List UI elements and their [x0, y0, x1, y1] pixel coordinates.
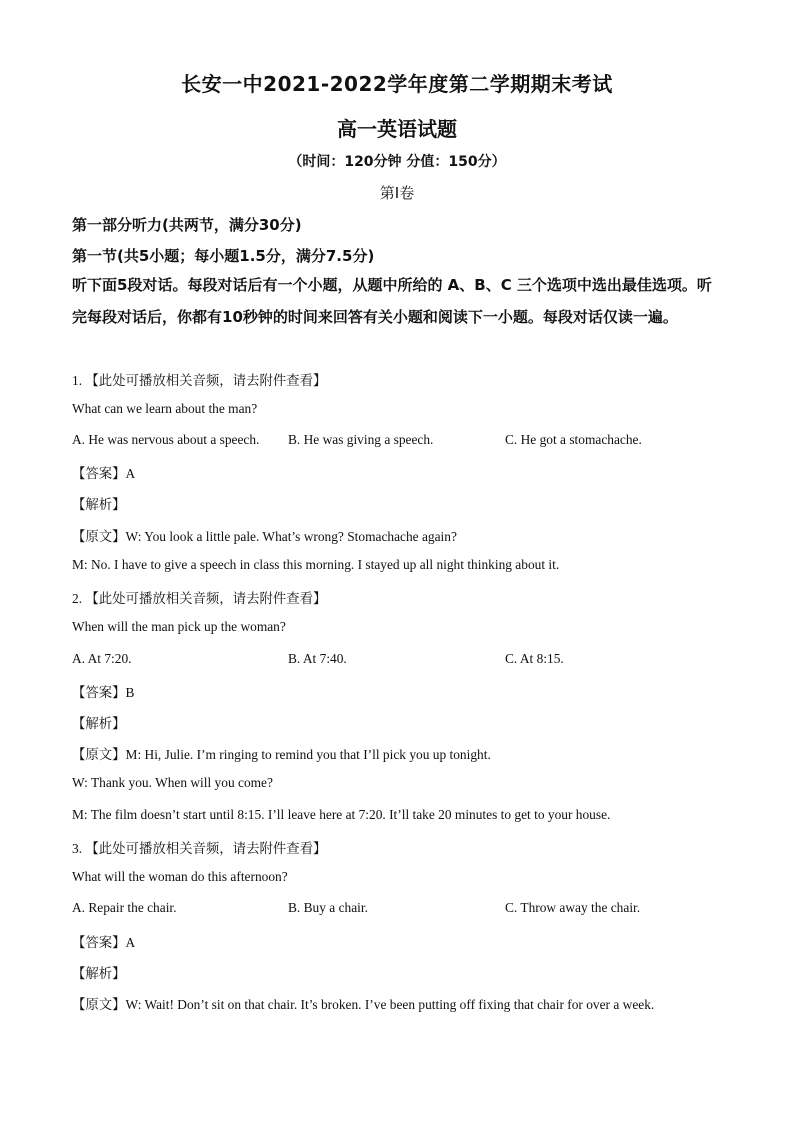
subsection-heading: 第一节(共5小题；每小题1.5分，满分7.5分) — [72, 247, 375, 265]
volume-label: 第Ⅰ卷 — [379, 184, 415, 202]
q1-analysis: 【解析】 — [72, 497, 126, 512]
q3-option-c: C. Throw away the chair. — [505, 900, 641, 915]
q2-number: 2. 【此处可播放相关音频，请去附件查看】 — [72, 591, 327, 606]
q2-transcript-1: 【原文】M: Hi, Julie. I’m ringing to remind you that I’ll pick you up tonight. — [72, 747, 491, 762]
q3-transcript-1: 【原文】W: Wait! Don’t sit on that chair. It’s broken. I’ve been putting off fixing that chair for over a week. — [72, 997, 655, 1012]
instructions: 听下面5段对话。每段对话后有一个小题，从题中所给的 A、B、C 三个选项中选出最佳选项。听完每段对话后，你都有10秒钟的时间来回答有关小题和阅读下一小题。每段对话仅读一遍。 — [72, 276, 712, 326]
q1-option-c: C. He got a stomachache. — [505, 432, 642, 447]
q1-option-a: A. He was nervous about a speech. — [72, 432, 260, 447]
q3-answer: 【答案】A — [72, 935, 136, 950]
q2-transcript-2: W: Thank you. When will you come? — [72, 775, 273, 790]
q1-answer: 【答案】A — [72, 466, 136, 481]
part-heading: 第一部分听力(共两节，满分30分) — [72, 216, 302, 234]
q2-option-c: C. At 8:15. — [505, 651, 564, 666]
q2-question: When will the man pick up the woman? — [72, 619, 286, 634]
exam-subtitle: 高一英语试题 — [337, 117, 457, 141]
q2-option-a: A. At 7:20. — [72, 651, 132, 666]
q3-question: What will the woman do this afternoon? — [72, 869, 288, 884]
q1-number: 1. 【此处可播放相关音频，请去附件查看】 — [72, 373, 327, 388]
q1-transcript-1: 【原文】W: You look a little pale. What’s wrong? Stomachache again? — [72, 529, 457, 544]
q1-question: What can we learn about the man? — [72, 401, 258, 416]
q2-answer: 【答案】B — [72, 685, 135, 700]
q3-option-b: B. Buy a chair. — [288, 900, 368, 915]
exam-meta: （时间：120分钟 分值：150分） — [288, 154, 506, 170]
q3-analysis: 【解析】 — [72, 966, 126, 981]
exam-title: 长安一中2021-2022学年度第二学期期末考试 — [181, 72, 613, 96]
q2-analysis: 【解析】 — [72, 716, 126, 731]
q3-number: 3. 【此处可播放相关音频，请去附件查看】 — [72, 841, 327, 856]
q1-transcript-2: M: No. I have to give a speech in class this morning. I stayed up all night thinking about it. — [72, 557, 560, 572]
q1-option-b: B. He was giving a speech. — [288, 432, 434, 447]
q3-option-a: A. Repair the chair. — [72, 900, 177, 915]
q2-transcript-3: M: The film doesn’t start until 8:15. I’ll leave here at 7:20. It’ll take 20 minutes to get to your house. — [72, 807, 611, 822]
q2-option-b: B. At 7:40. — [288, 651, 347, 666]
